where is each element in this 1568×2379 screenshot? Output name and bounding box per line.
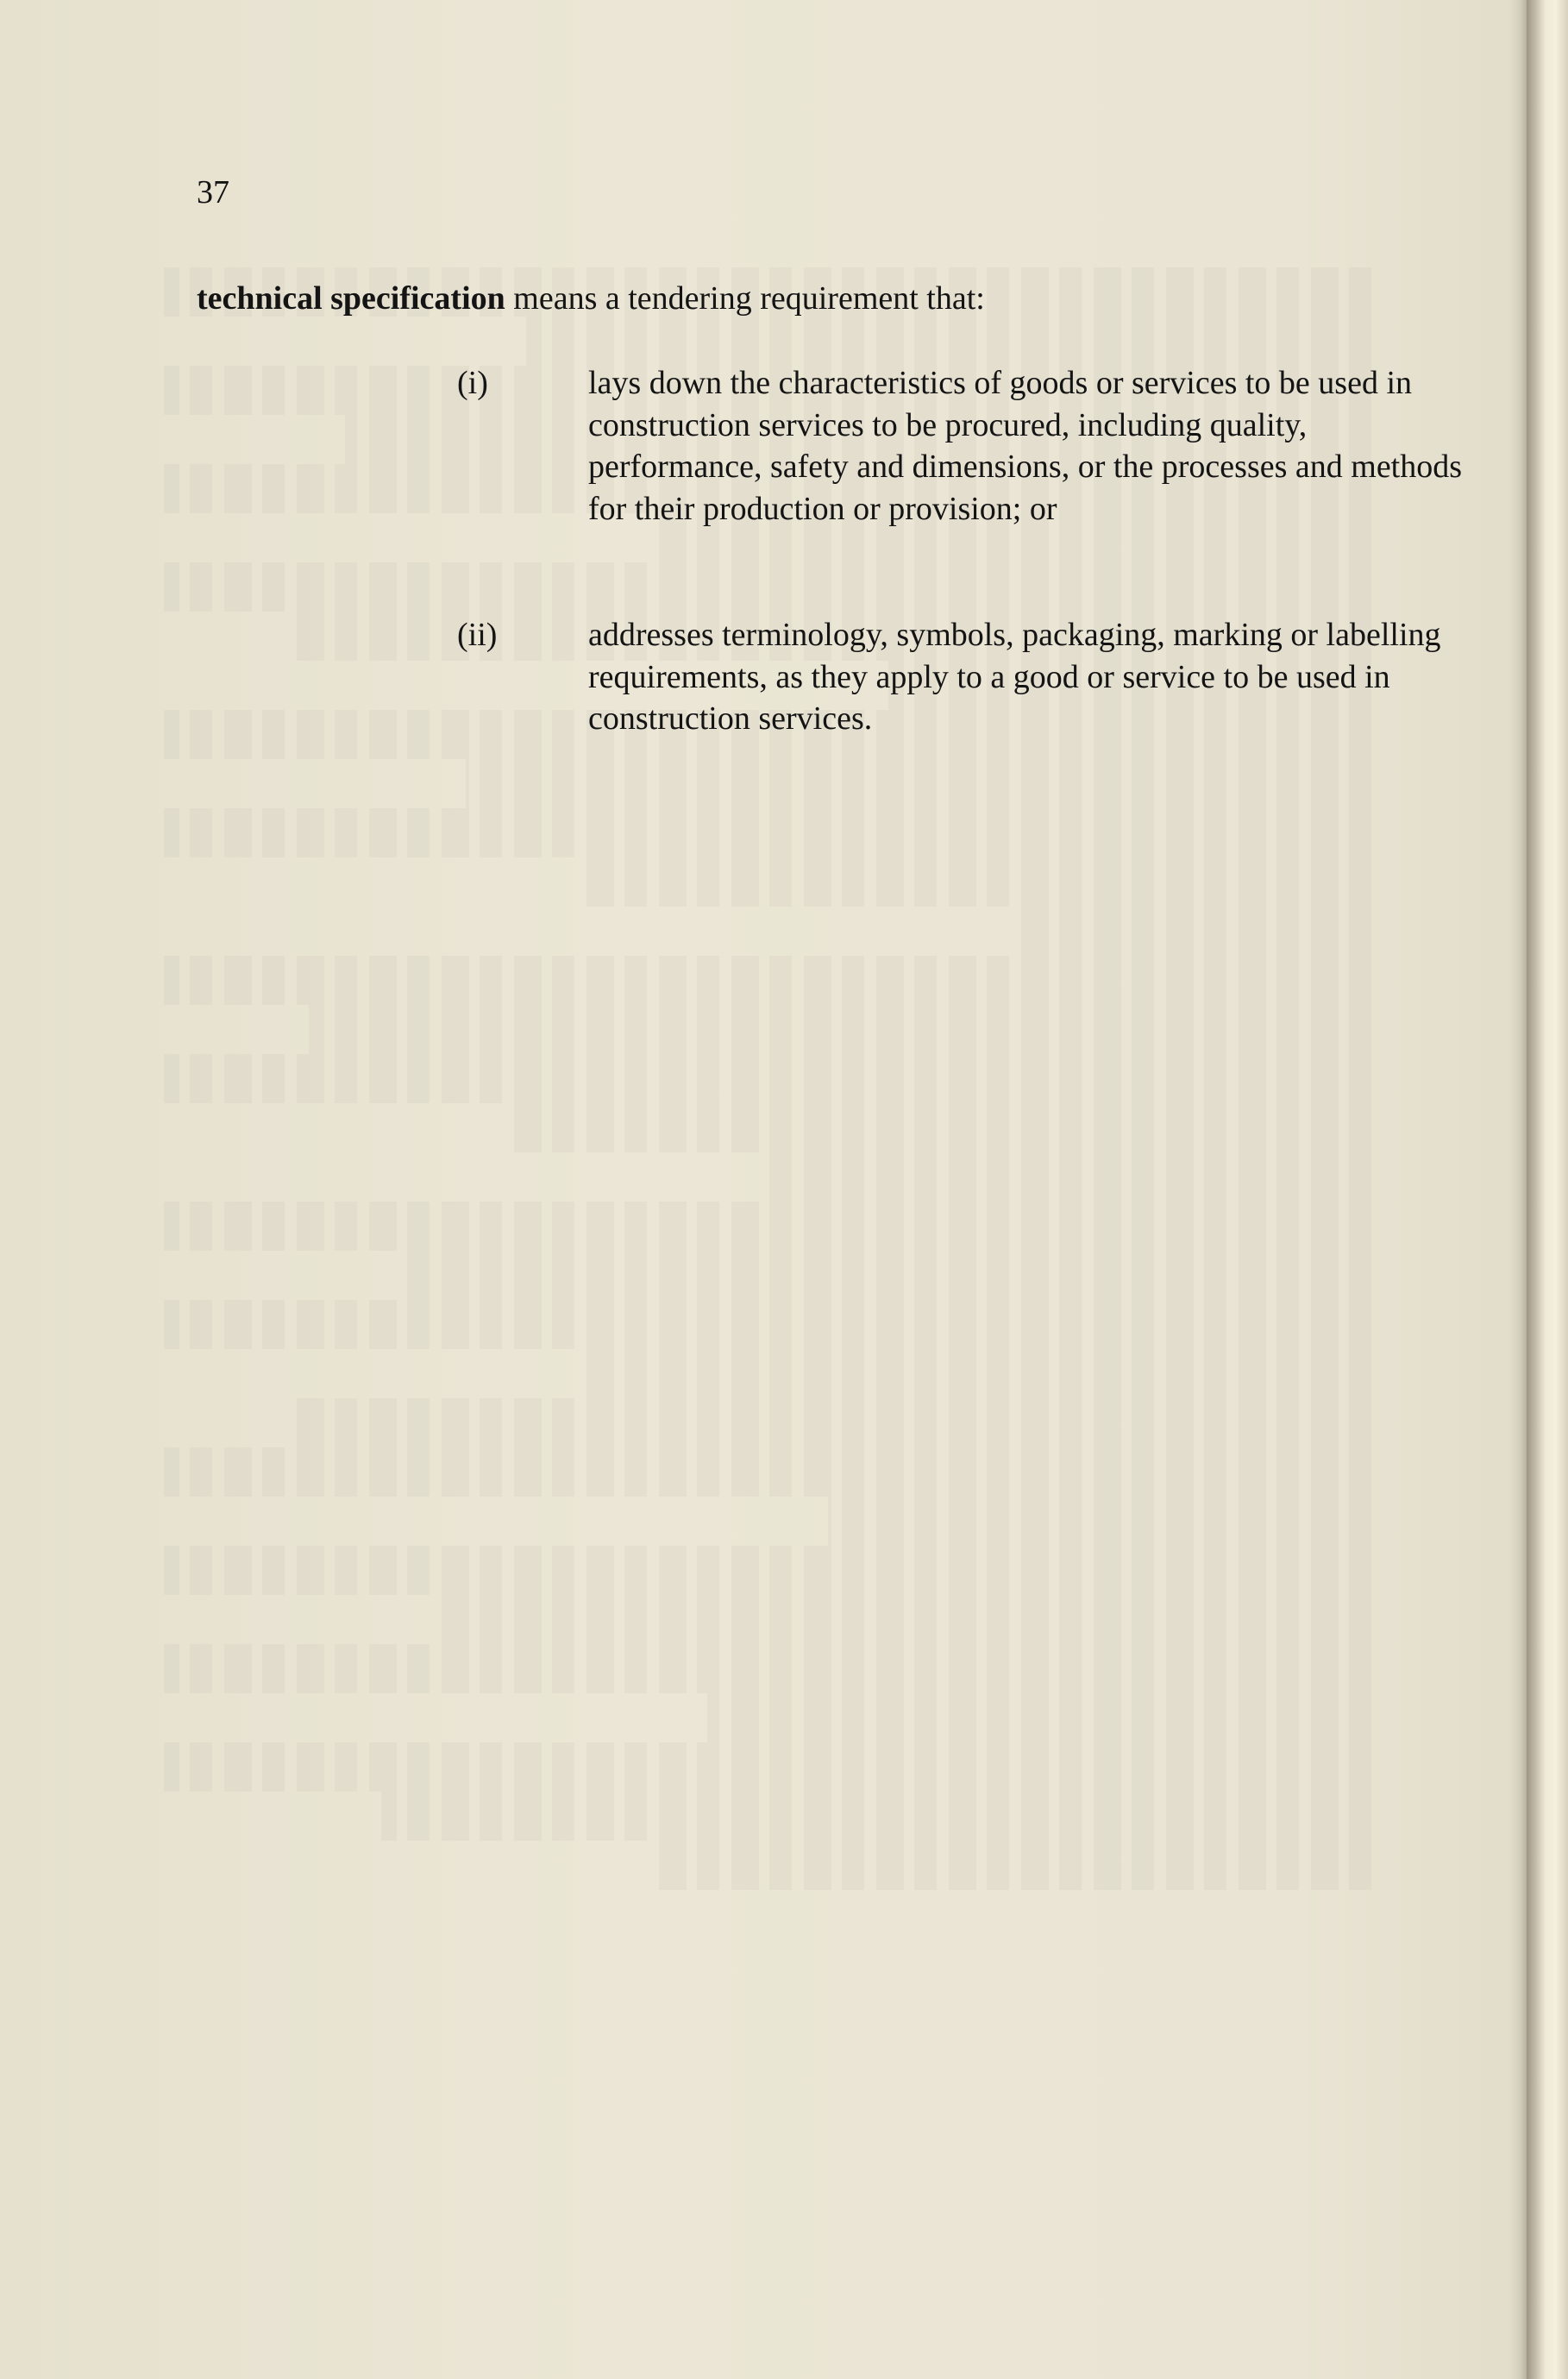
- definition-paragraph: [197, 278, 985, 319]
- clause-label: (i): [457, 365, 488, 401]
- clause-text: addresses terminology, symbols, packaging, marking or labelling requirements, as they apply to a good or service to be used in construction services.: [588, 617, 1441, 737]
- book-binding-edge: [1527, 0, 1568, 2379]
- clause-text: lays down the characteristics of goods or services to be used in construction services to be procured, including quality, performance, safety and dimensions, or the processes and methods for their production or provision; or: [588, 365, 1463, 527]
- definition-intro: means a tendering requirement that:: [505, 280, 985, 317]
- clause-label: (ii): [457, 617, 498, 653]
- page-number: 37: [197, 174, 229, 210]
- defined-term: technical specification: [197, 280, 505, 317]
- page-edge-shadow: [1509, 0, 1527, 2379]
